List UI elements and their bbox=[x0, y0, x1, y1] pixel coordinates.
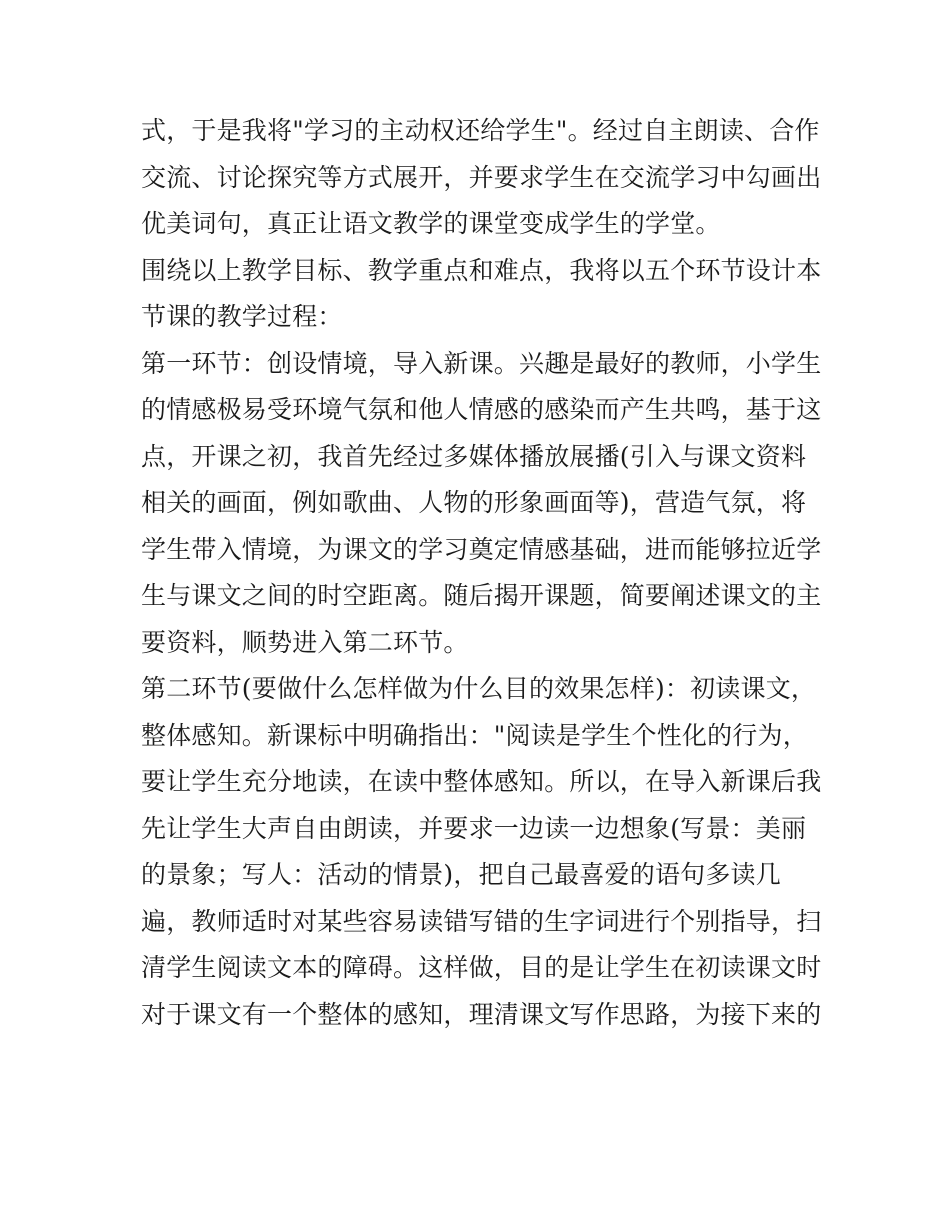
text-line: 优美词句，真正让语文教学的课堂变成学生的学堂。 bbox=[141, 209, 721, 238]
text-line: 先让学生大声自由朗读，并要求一边读一边想象(写景：美丽 bbox=[141, 813, 807, 843]
text-line: 第一环节：创设情境，导入新课。兴趣是最好的教师，小学生 bbox=[141, 348, 822, 378]
text-line: 遍，教师适时对某些容易读错写错的生字词进行个别指导，扫 bbox=[141, 906, 822, 936]
text-line: 相关的画面，例如歌曲、人物的形象画面等)，营造气氛，将 bbox=[141, 488, 807, 517]
text-line: 清学生阅读文本的障碍。这样做，目的是让学生在初读课文时 bbox=[141, 953, 822, 982]
text-line: 围绕以上教学目标、教学重点和难点，我将以五个环节设计本 bbox=[141, 255, 822, 285]
text-line: 要资料，顺势进入第二环节。 bbox=[141, 627, 469, 657]
text-line: 点，开课之初，我首先经过多媒体播放展播(引入与课文资料 bbox=[141, 441, 807, 471]
text-line: 交流、讨论探究等方式展开，并要求学生在交流学习中勾画出 bbox=[141, 162, 822, 192]
text-line: 第二环节(要做什么怎样做为什么目的效果怎样)：初读课文， bbox=[141, 674, 817, 703]
text-line: 的景象；写人：活动的情景)，把自己最喜爱的语句多读几 bbox=[141, 860, 781, 889]
text-line: 整体感知。新课标中明确指出："阅读是学生个性化的行为， bbox=[141, 720, 808, 750]
text-line: 的情感极易受环境气氛和他人情感的感染而产生共鸣，基于这 bbox=[141, 395, 822, 424]
text-line: 要让学生充分地读，在读中整体感知。所以，在导入新课后我 bbox=[141, 767, 822, 796]
text-line: 学生带入情境，为课文的学习奠定情感基础，进而能够拉近学 bbox=[141, 534, 822, 564]
text-line: 式，于是我将"学习的主动权还给学生"。经过自主朗读、合作 bbox=[141, 116, 820, 145]
body-text bbox=[141, 108, 831, 1038]
text-line: 对于课文有一个整体的感知，理清课文写作思路，为接下来的 bbox=[141, 999, 822, 1029]
text-line: 生与课文之间的时空距离。随后揭开课题，简要阐述课文的主 bbox=[141, 581, 822, 610]
text-line: 节课的教学过程： bbox=[141, 302, 343, 331]
